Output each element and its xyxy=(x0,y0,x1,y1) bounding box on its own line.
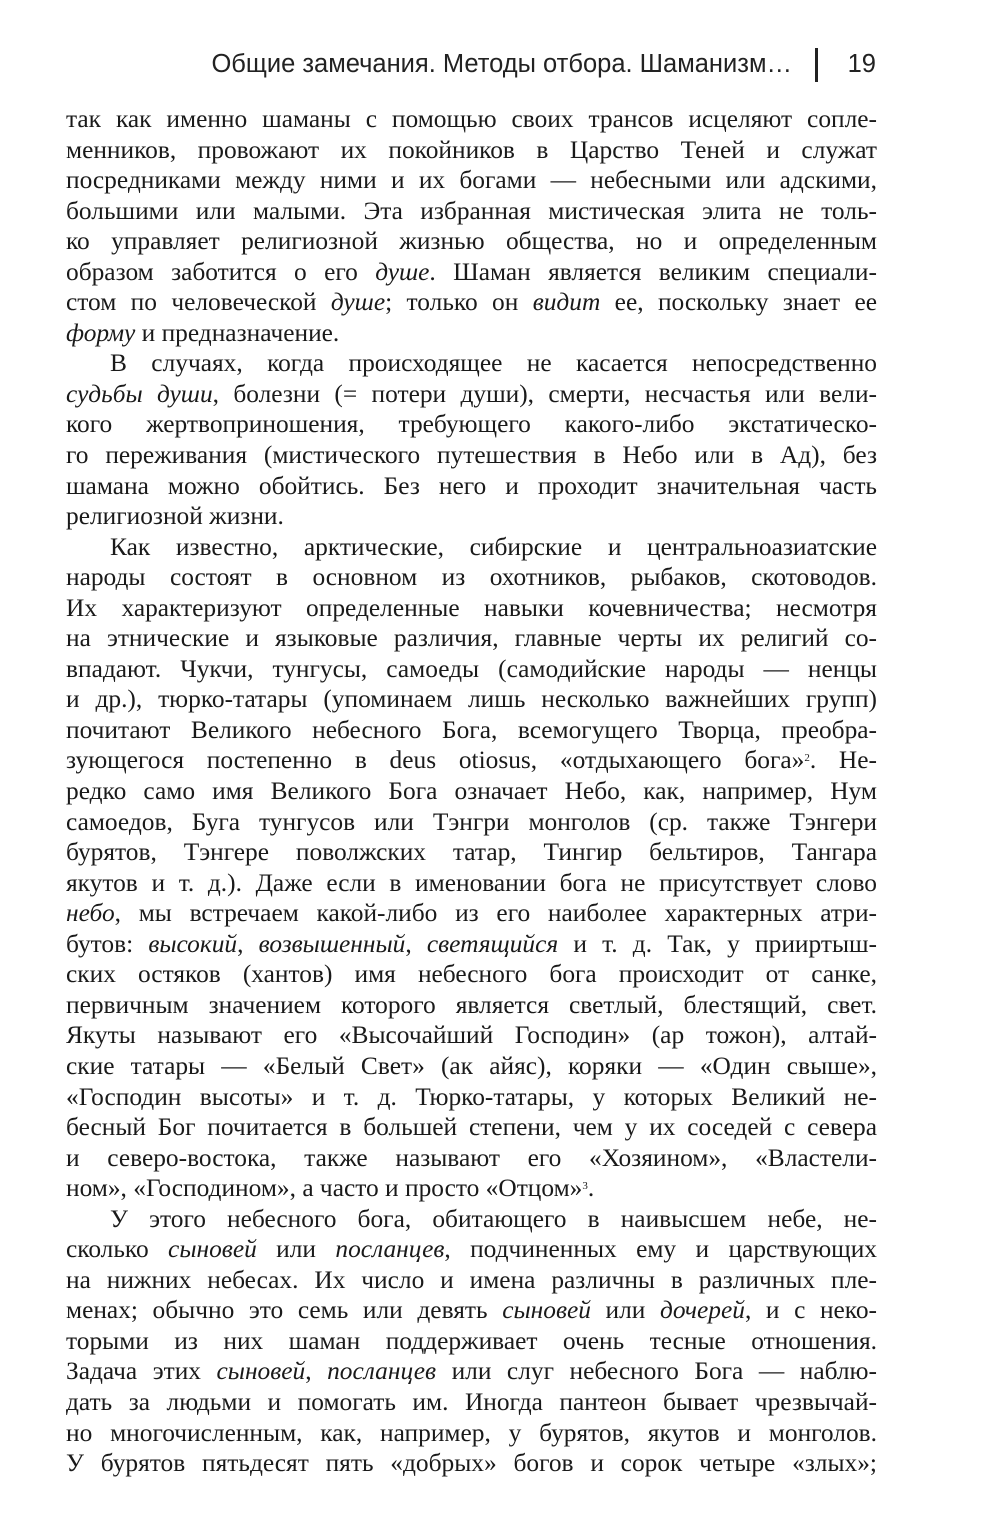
text-line: В случаях, когда происходящее не касается непосредственно xyxy=(110,349,877,378)
text-line: ские татары — «Белый Свет» (ак айяс), коряки — «Один свыше», xyxy=(66,1051,877,1080)
text-line: почитают Великого небесного Бога, всемогущего Творца, преобра- xyxy=(66,715,877,744)
text-line: религиозной жизни. xyxy=(66,502,284,531)
text-line: посредниками между ними и их богами — небесными или адскими, xyxy=(66,166,877,195)
text-line: ко управляет религиозной жизнью общества, но и определенным xyxy=(66,227,877,256)
text-line: бутов: высокий, возвышенный, светящийся и т. д. Так, у прииртыш- xyxy=(66,929,877,958)
text-line: образом заботится о его душе. Шаман является великим специали- xyxy=(66,257,877,286)
text-line: «Господин высоты» и т. д. Тюрко-татары, у которых Великий не- xyxy=(66,1082,877,1111)
text-line: большими или малыми. Эта избранная мистическая элита не толь- xyxy=(66,196,877,225)
text-line: первичным значением которого является светлый, блестящий, свет. xyxy=(66,990,877,1019)
text-line: судьбы души, болезни (= потери души), смерти, несчастья или вели- xyxy=(66,379,877,408)
text-line: сколько сыновей или посланцев, подчиненных ему и царствующих xyxy=(66,1235,877,1264)
body-text xyxy=(66,104,877,1479)
header-separator xyxy=(815,48,818,82)
text-line: якутов и т. д.). Даже если в именовании бога не присутствует слово xyxy=(66,868,877,897)
text-line: ном», «Господином», а часто и просто «Отцом»$^3$. xyxy=(66,1174,595,1203)
text-line: го переживания (мистического путешествия в Небо или в Ад), без xyxy=(66,441,877,470)
text-line: небо, мы встречаем какой-либо из его наиболее характерных атри- xyxy=(66,899,877,928)
text-line: стом по человеческой душе; только он видит ее, поскольку знает ее xyxy=(66,288,877,317)
text-line: кого жертвоприношения, требующего какого-либо экстатическо- xyxy=(66,410,877,439)
text-line: Как известно, арктические, сибирские и центральноазиатские xyxy=(110,532,877,561)
text-line: самоедов, Буга тунгусов или Тэнгри монголов (ср. также Тэнгери xyxy=(66,807,877,836)
text-line: ских остяков (хантов) имя небесного бога происходит от санке, xyxy=(66,960,877,989)
text-line: дать за людьми и помогать им. Иногда пантеон бывает чрезвычай- xyxy=(66,1387,877,1416)
text-line: Якуты называют его «Высочайший Господин» (ар тожон), алтай- xyxy=(66,1021,877,1050)
running-header-title: Общие замечания. Методы отбора. Шаманизм… xyxy=(211,50,792,78)
text-line: и северо-востока, также называют его «Хозяином», «Властели- xyxy=(66,1143,877,1172)
text-line: так как именно шаманы с помощью своих трансов исцеляют сопле- xyxy=(66,105,877,133)
text-line: менников, провожают их покойников в Царство Теней и служат xyxy=(66,135,877,164)
text-line: Задача этих сыновей, посланцев или слуг небесного Бога — наблю- xyxy=(66,1357,877,1386)
text-line: бурятов, Тэнгере поволжских татар, Тингир бельтиров, Тангара xyxy=(66,838,877,867)
text-line: Их характеризуют определенные навыки кочевничества; несмотря xyxy=(66,593,877,622)
text-line: на этнические и языковые различия, главные черты их религий со- xyxy=(66,624,877,653)
text-line: У этого небесного бога, обитающего в наивысшем небе, не- xyxy=(110,1204,877,1233)
text-line: шамана можно обойтись. Без него и проходит значительная часть xyxy=(66,471,877,500)
running-header xyxy=(0,44,876,92)
text-line: редко само имя Великого Бога означает Небо, как, например, Нум xyxy=(66,777,877,806)
text-line: народы состоят в основном из охотников, рыбаков, скотоводов. xyxy=(66,563,877,592)
text-line: бесный Бог почитается в большей степени, чем у их соседей с севера xyxy=(66,1113,877,1142)
text-line: зующегося постепенно в deus otiosus, «отдыхающего бога»$^2$. Не- xyxy=(66,746,877,775)
text-line: менах; обычно это семь или девять сыновей или дочерей, и с неко- xyxy=(66,1296,877,1325)
page-number: 19 xyxy=(847,50,876,78)
text-line: на нижних небесах. Их число и имена различны в различных пле- xyxy=(66,1265,877,1294)
text-line: но многочисленным, как, например, у бурятов, якутов и монголов. xyxy=(66,1418,877,1447)
text-line: торыми из них шаман поддерживает очень тесные отношения. xyxy=(66,1326,877,1355)
text-line: впадают. Чукчи, тунгусы, самоеды (самодийские народы — ненцы xyxy=(66,654,877,683)
text-line: форму и предназначение. xyxy=(66,318,340,347)
text-line: и др.), тюрко-татары (упоминаем лишь несколько важнейших групп) xyxy=(66,685,877,714)
text-line: У бурятов пятьдесят пять «добрых» богов и сорок четыре «злых»; xyxy=(66,1449,877,1478)
